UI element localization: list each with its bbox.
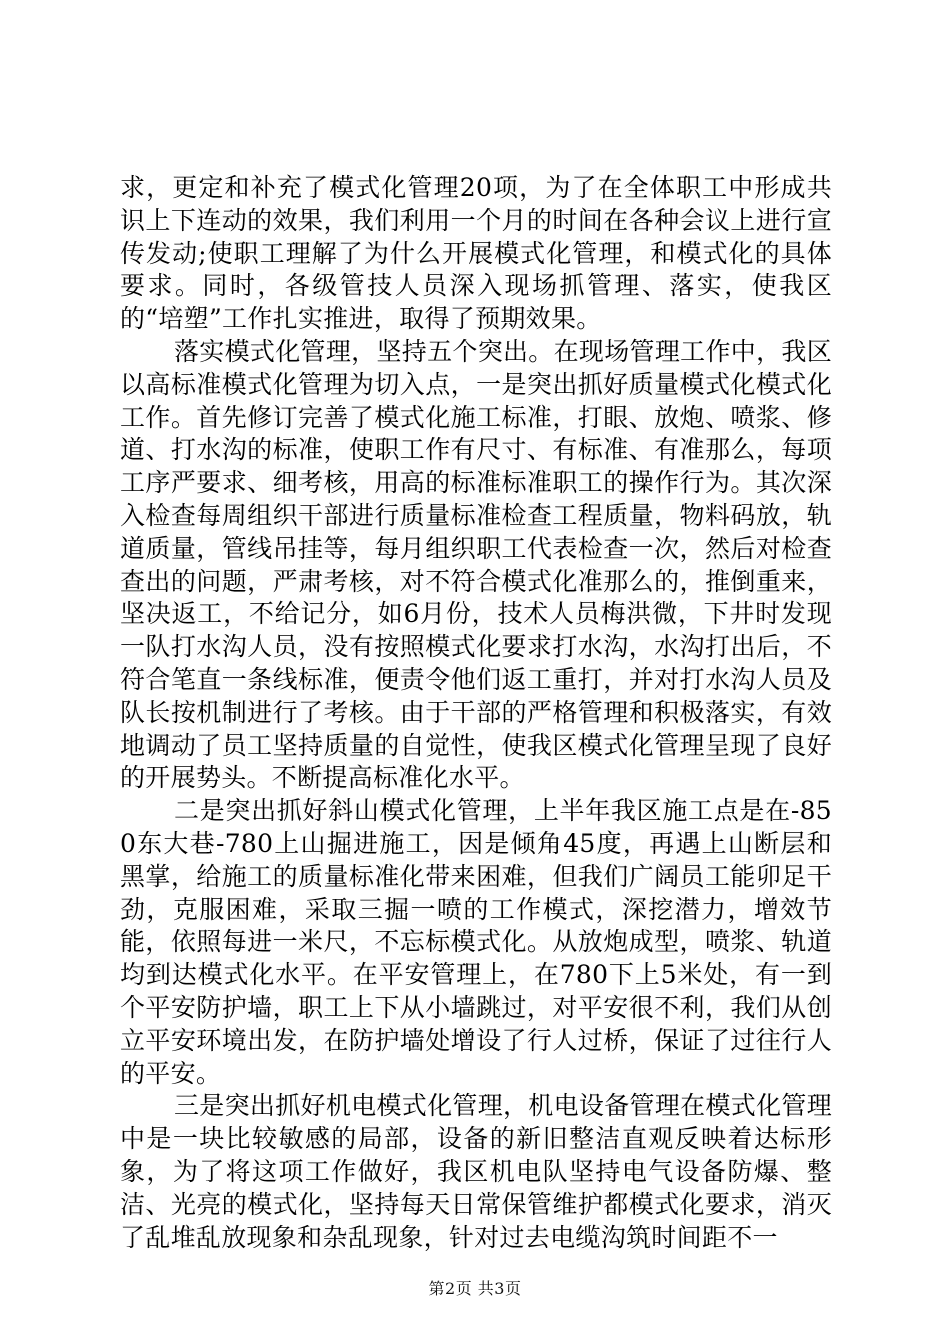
paragraph-electromechanical-management: 三是突出抓好机电模式化管理，机电设备管理在模式化管理中是一块比较敏感的局部，设备的新旧整洁直观反映着达标形象，为了将这项工作做好，我区机电队坚持电气设备防爆、整洁、光亮的模式化，坚持每天日常保管维护都模式化要求，消灭了乱堆乱放现象和杂乱现象，针对过去电缆沟筑时间距不一	[120, 1091, 832, 1252]
paragraph-continued: 求，更定和补充了模式化管理20项，为了在全体职工中形成共识上下连动的效果，我们利用一个月的时间在各种会议上进行宣传发动;使职工理解了为什么开展模式化管理，和模式化的具体要求。同时，各级管技人员深入现场抓管理、落实，使我区的“培塑”工作扎实推进，取得了预期效果。	[120, 173, 832, 334]
paragraph-quality-standardization: 落实模式化管理，坚持五个突出。在现场管理工作中，我区以高标准模式化管理为切入点，一是突出抓好质量模式化模式化工作。首先修订完善了模式化施工标准，打眼、放炮、喷浆、修道、打水沟的标准，使职工作有尺寸、有标准、有准那么，每项工序严要求、细考核，用高的标准标准职工的操作行为。其次深入检查每周组织干部进行质量标准检查工程质量，物料码放，轨道质量，管线吊挂等，每月组织职工代表检查一次，然后对检查查出的问题，严肃考核，对不符合模式化准那么的，推倒重来，坚决返工，不给记分，如6月份，技术人员梅洪微，下井时发现一队打水沟人员，没有按照模式化要求打水沟，水沟打出后，不符合笔直一条线标准，便责令他们返工重打，并对打水沟人员及队长按机制进行了考核。由于干部的严格管理和积极落实，有效地调动了员工坚持质量的自觉性，使我区模式化管理呈现了良好的开展势头。不断提高标准化水平。	[120, 336, 832, 793]
paragraph-incline-management: 二是突出抓好斜山模式化管理，上半年我区施工点是在-850东大巷-780上山掘进施工，因是倾角45度，再遇上山断层和黑掌，给施工的质量标准化带来困难，但我们广阔员工能卯足干劲，克服困难，采取三掘一喷的工作模式，深挖潜力，增效节能，依照每进一米尺，不忘标模式化。从放炮成型，喷浆、轨道均到达模式化水平。在平安管理上，在780下上5米处，有一到个平安防护墙，职工上下从小墙跳过，对平安很不利，我们从创立平安环境出发，在防护墙处增设了行人过桥，保证了过往行人的平安。	[120, 796, 832, 1088]
page-number-footer: 第2页 共3页	[428, 1279, 522, 1298]
document-body	[120, 172, 832, 1254]
